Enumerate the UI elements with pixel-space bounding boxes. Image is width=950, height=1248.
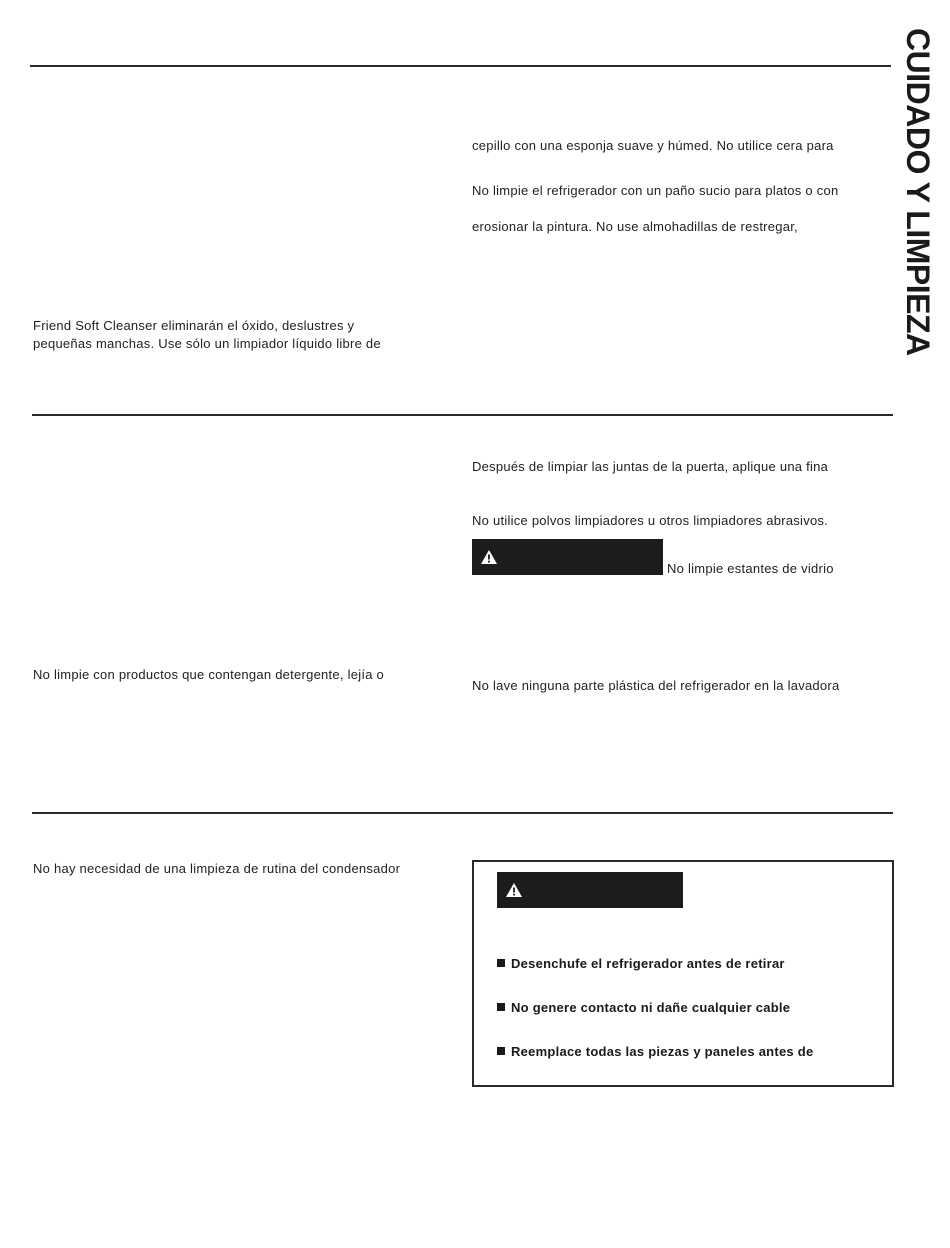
paragraph-line: No limpie con productos que contengan detergente, lejía o bbox=[33, 667, 385, 682]
bullet-square-icon bbox=[497, 1003, 505, 1011]
warning-triangle-icon bbox=[505, 882, 523, 898]
paragraph-line: No lave ninguna parte plástica del refrigerador en la lavadora bbox=[472, 678, 840, 693]
paragraph-line: pequeñas manchas. Use sólo un limpiador líquido libre de bbox=[33, 336, 381, 351]
paragraph-line: No limpie el refrigerador con un paño sucio para platos o con bbox=[472, 183, 839, 198]
warning-list-item bbox=[497, 955, 785, 973]
paragraph-line: cepillo con una esponja suave y húmed. No utilice cera para bbox=[472, 138, 834, 153]
paragraph-line: erosionar la pintura. No use almohadillas de restregar, bbox=[472, 219, 798, 234]
warning-item-text: Desenchufe el refrigerador antes de retirar bbox=[511, 956, 785, 971]
warning-list-item bbox=[497, 1043, 813, 1061]
divider-top bbox=[30, 65, 891, 67]
warning-banner bbox=[497, 872, 683, 908]
paragraph-line: No hay necesidad de una limpieza de rutina del condensador bbox=[33, 861, 401, 876]
warning-box bbox=[472, 860, 894, 1087]
warning-item-text: No genere contacto ni dañe cualquier cable bbox=[511, 1000, 791, 1015]
bullet-square-icon bbox=[497, 959, 505, 967]
caution-banner bbox=[472, 539, 663, 575]
divider-middle bbox=[32, 414, 893, 416]
section-title-vertical: CUIDADO Y LIMPIEZA bbox=[900, 28, 936, 356]
warning-triangle-icon bbox=[480, 549, 498, 565]
paragraph-line: No limpie estantes de vidrio bbox=[667, 561, 834, 576]
paragraph-line: No utilice polvos limpiadores u otros limpiadores abrasivos. bbox=[472, 513, 829, 528]
warning-item-text: Reemplace todas las piezas y paneles antes de bbox=[511, 1044, 814, 1059]
divider-lower bbox=[32, 812, 893, 814]
bullet-square-icon bbox=[497, 1047, 505, 1055]
paragraph-line: Friend Soft Cleanser eliminarán el óxido, deslustres y bbox=[33, 318, 355, 333]
paragraph-line: Después de limpiar las juntas de la puerta, aplique una fina bbox=[472, 459, 829, 474]
warning-list-item bbox=[497, 999, 790, 1017]
